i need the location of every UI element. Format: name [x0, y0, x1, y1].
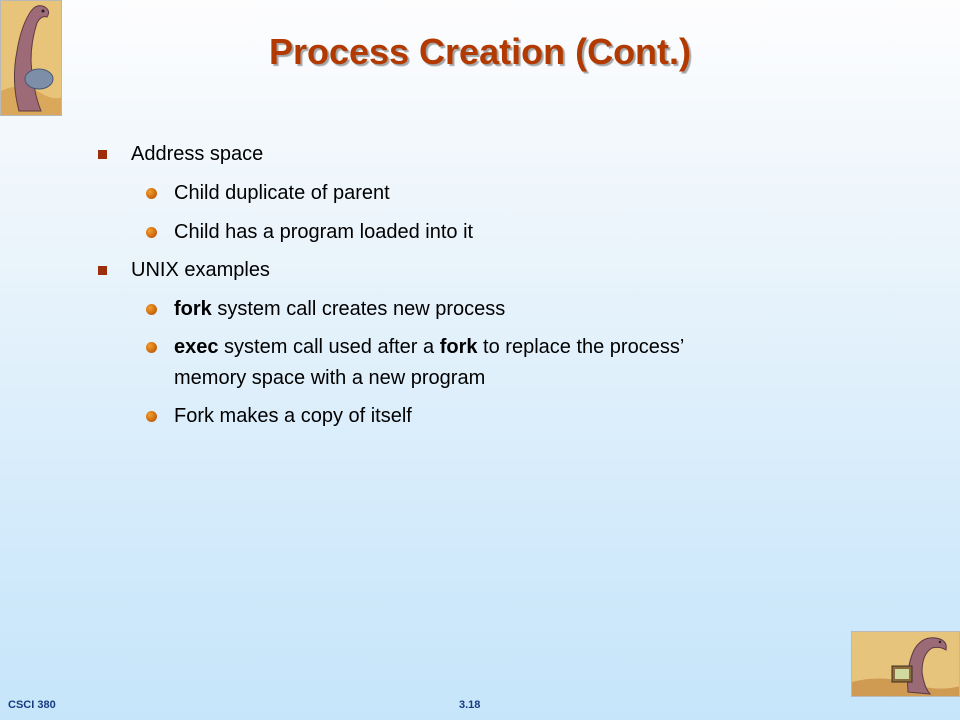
keyword-exec: exec [174, 336, 219, 358]
bullet-child-duplicate: Child duplicate of parent [174, 182, 390, 204]
bullet-child-program: Child has a program loaded into it [174, 221, 474, 243]
round-bullet-icon [146, 227, 157, 238]
slide-title: Process Creation (Cont.) [268, 31, 692, 72]
round-bullet-icon [146, 342, 157, 353]
keyword-fork: fork [174, 298, 212, 320]
round-bullet-icon [146, 304, 157, 315]
bullet-exec [174, 335, 684, 359]
bullet-exec-line2: memory space with a new program [174, 367, 486, 389]
square-bullet-icon [98, 150, 107, 159]
square-bullet-icon [98, 266, 107, 275]
bullet-fork [174, 297, 505, 321]
bullet-address-space: Address space [131, 143, 264, 165]
bullet-fork-copy: Fork makes a copy of itself [174, 405, 412, 427]
footer-page-number: 3.18 [459, 699, 481, 711]
bullet-fork-text: system call creates new process [211, 298, 506, 320]
bullet-unix-examples: UNIX examples [131, 259, 270, 281]
footer-course: CSCI 380 [8, 699, 56, 711]
bullet-exec-text-2: to replace the process’ [477, 336, 685, 358]
bullet-exec-text: system call used after a [218, 336, 440, 358]
keyword-fork-2: fork [439, 336, 478, 358]
dinosaur-logo-bottom [851, 631, 960, 697]
round-bullet-icon [146, 188, 157, 199]
round-bullet-icon [146, 411, 157, 422]
